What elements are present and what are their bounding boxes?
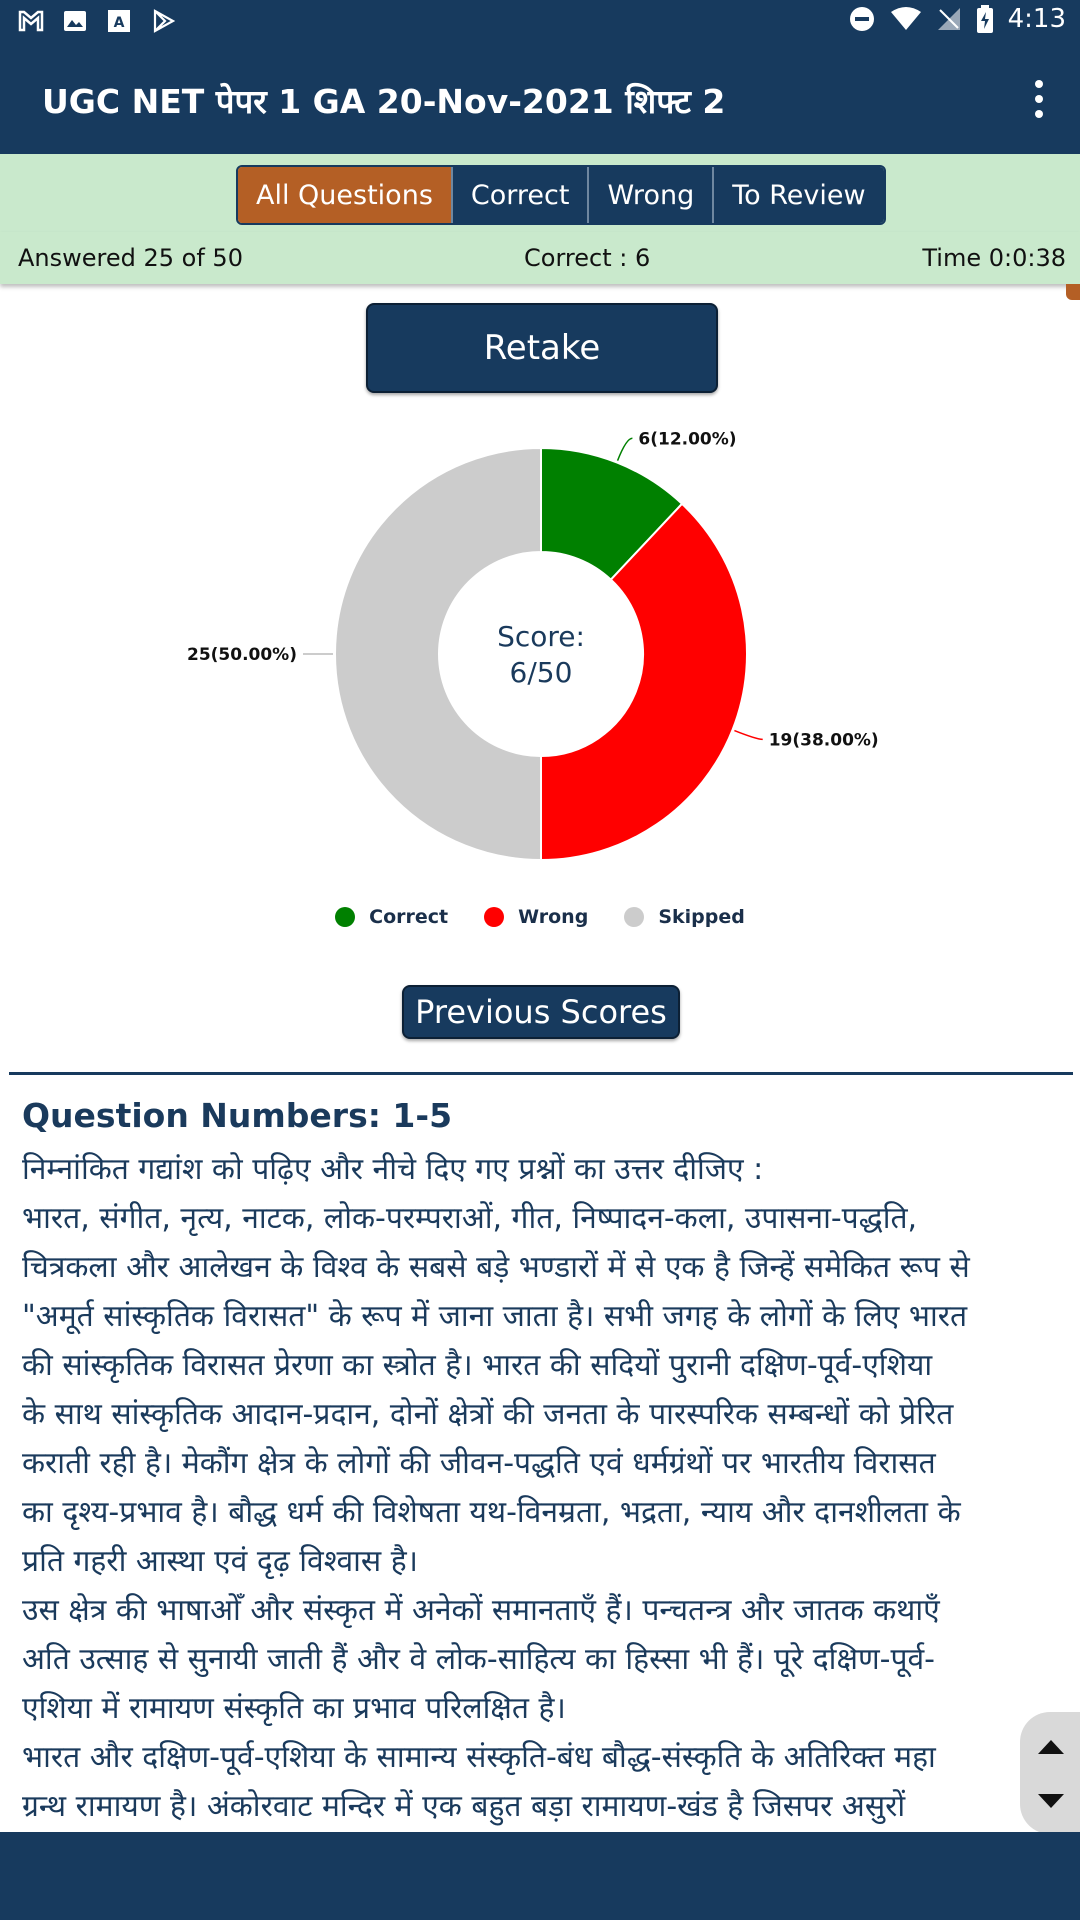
passage-line: "अमूर्त सांस्कृतिक विरासत" के रूप में जाना जाता है। सभी जगह के लोगों के लिए भारत [22, 1299, 968, 1334]
gmail-icon [18, 8, 44, 34]
legend-item-wrong[interactable] [484, 906, 588, 928]
tab-to-review[interactable]: To Review [714, 167, 883, 223]
data-label-wrong: 19(38.00%) [768, 730, 879, 751]
passage-text [22, 1145, 1062, 1831]
passage-line: भारत, संगीत, नृत्य, नाटक, लोक-परम्पराओं, गीत, निष्पादन-कला, उपासना-पद्धति, [22, 1201, 918, 1236]
no-sim-icon [936, 6, 962, 32]
app-bar [0, 42, 1080, 154]
legend-label-skipped: Skipped [658, 906, 745, 928]
legend-item-correct[interactable] [335, 906, 448, 928]
svg-text:A: A [113, 15, 125, 31]
correct-count: Correct : 6 [524, 244, 651, 272]
play-store-icon [150, 8, 176, 34]
question-passage [22, 1092, 1062, 1832]
previous-scores-button[interactable]: Previous Scores [402, 985, 680, 1039]
font-app-icon [106, 8, 132, 34]
scroll-up-icon[interactable] [1038, 1740, 1064, 1754]
section-divider [9, 1072, 1073, 1075]
chart-legend [0, 906, 1080, 928]
notification-icons [18, 8, 176, 34]
result-info-bar [0, 232, 1080, 284]
score-center-label: Score: [497, 620, 585, 653]
passage-line: भारत और दक्षिण-पूर्व-एशिया के सामान्य संस्कृति-बंध बौद्ध-संस्कृति के अतिरिक्त महा [22, 1740, 936, 1775]
passage-line: अति उत्साह से सुनायी जाती हैं और वे लोक-साहित्य का हिस्सा भी हैं। पूरे दक्षिण-पूर्व- [22, 1642, 936, 1677]
passage-line: की सांस्कृतिक विरासत प्रेरणा का स्त्रोत है। भारत की सदियों पुरानी दक्षिण-पूर्व-एशिया [22, 1348, 933, 1383]
passage-line: ग्रन्थ रामायण है। अंकोरवाट मन्दिर में एक बहुत बड़ा रामायण-खंड है जिसपर असुरों [22, 1789, 906, 1824]
passage-line: कराती रही है। मेकौंग क्षेत्र के लोगों की जीवन-पद्धति एवं धर्मग्रंथों पर भारतीय विरासत [22, 1446, 936, 1481]
passage-line: उस क्षेत्र की भाषाओँ और संस्कृत में अनेकों समानताएँ हैं। पन्चतन्त्र और जातक कथाएँ [22, 1593, 940, 1628]
photos-icon [62, 8, 88, 34]
system-icons [848, 4, 1066, 34]
tab-correct[interactable]: Correct [453, 167, 590, 223]
passage-line: का दृश्य-प्रभाव है। बौद्ध धर्म की विशेषता यथ-विनम्रता, भद्रता, न्याय और दानशीलता के [22, 1495, 961, 1530]
status-bar [0, 0, 1080, 42]
tab-wrong[interactable]: Wrong [589, 167, 714, 223]
scroll-control [1020, 1712, 1080, 1834]
data-label-correct: 6(12.00%) [638, 429, 737, 450]
passage-line: प्रति गहरी आस्था एवं दृढ़ विश्वास है। [22, 1544, 419, 1579]
leader-line-wrong [734, 731, 762, 740]
clock-time: 4:13 [1007, 4, 1066, 34]
tab-all-questions[interactable]: All Questions [238, 167, 453, 223]
scroll-down-icon[interactable] [1038, 1794, 1064, 1808]
do-not-disturb-icon [848, 5, 876, 33]
leader-line-correct [618, 438, 633, 460]
passage-line: निम्नांकित गद्यांश को पढ़िए और नीचे दिए गए प्रश्नों का उत्तर दीजिए : [22, 1152, 764, 1187]
legend-dot-correct [335, 907, 355, 927]
page-title: UGC NET पेपर 1 GA 20-Nov-2021 शिफ्ट 2 [42, 82, 726, 121]
passage-line: के साथ सांस्कृतिक आदान-प्रदान, दोनों क्षेत्रों की जनता के पारस्परिक सम्बन्धों को प्रेरित [22, 1397, 954, 1432]
score-center-value: 6/50 [509, 656, 573, 689]
passage-line: एशिया में रामायण संस्कृति का प्रभाव परिलक्षित है। [22, 1691, 566, 1726]
battery-charging-icon [976, 4, 994, 34]
legend-label-correct: Correct [369, 906, 449, 928]
data-label-skipped: 25(50.00%) [186, 645, 297, 665]
side-drawer-handle[interactable] [1066, 284, 1080, 300]
score-donut-chart [0, 420, 1080, 880]
bottom-nav-bar [0, 1832, 1080, 1920]
retake-button[interactable]: Retake [366, 303, 718, 393]
legend-item-skipped[interactable] [624, 906, 745, 928]
legend-label-wrong: Wrong [518, 906, 589, 928]
legend-dot-wrong [484, 907, 504, 927]
passage-line: चित्रकला और आलेखन के विश्व के सबसे बड़े भण्डारों में से एक है जिन्हें समेकित रूप से [22, 1250, 970, 1285]
pie-slice-skipped[interactable] [335, 448, 541, 860]
overflow-menu-icon[interactable] [1024, 74, 1054, 124]
legend-dot-skipped [624, 907, 644, 927]
question-filter-tabs [236, 165, 886, 225]
elapsed-time: Time 0:0:38 [922, 244, 1066, 272]
wifi-icon [890, 6, 922, 32]
question-heading: Question Numbers: 1-5 [22, 1096, 453, 1135]
answered-count: Answered 25 of 50 [18, 244, 243, 272]
filter-bar [0, 154, 1080, 232]
